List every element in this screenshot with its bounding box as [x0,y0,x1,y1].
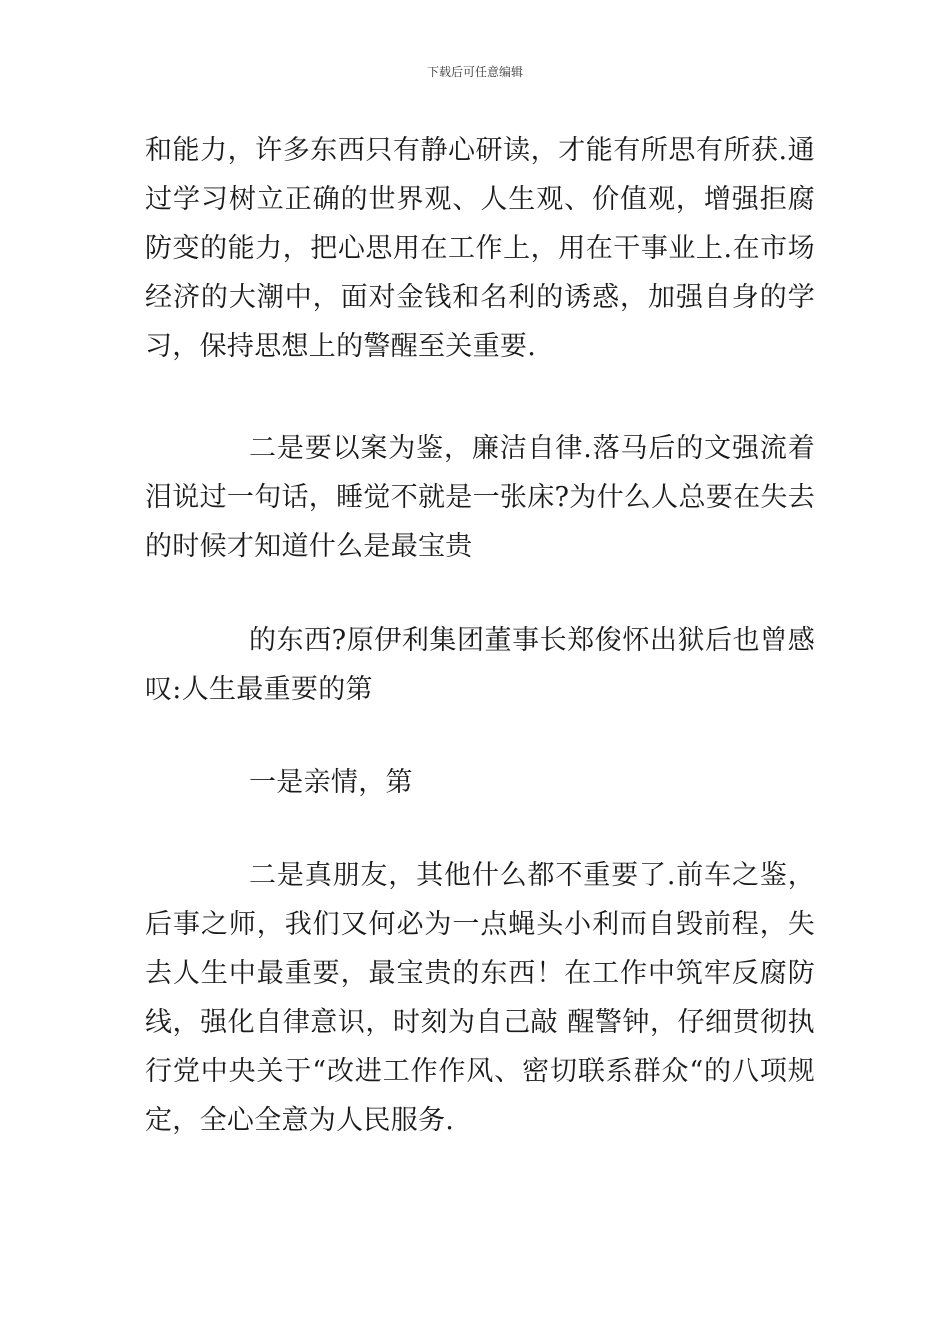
paragraph-4: 一是亲情，第 [249,767,413,798]
paragraph-2: 二是要以案为鉴，廉洁自律.落马后的文强流着泪说过一句话，睡觉不就是一张床?为什么人总要在失去的时候才知道什么是最宝贵 [145,433,815,562]
paragraph-5: 二是真朋友，其他什么都不重要了.前车之鉴，后事之师，我们又何必为一点蝇头小利而自毁前程，失去人生中最重要，最宝贵的东西！在工作中筑牢反腐防线，强化自律意识，时刻为自己敲 醒警钟，仔细贯彻执行党中央关于“改进工作作风、密切联系群众“的八项规定，全心全意为人民服务. [145,860,815,1136]
paragraph-3: 的东西?原伊利集团董事长郑俊怀出狱后也曾感叹:人生最重要的第 [145,625,815,705]
paragraph-1: 和能力，许多东西只有静心研读，才能有所思有所获.通过学习树立正确的世界观、人生观、价值观，增强拒腐防变的能力，把心思用在工作上，用在干事业上.在市场经济的大潮中，面对金钱和名利的诱惑，加强自身的学习，保持思想上的警醒至关重要. [145,135,815,362]
page-header: 下载后可任意编辑 [426,65,523,79]
document-body [145,126,815,1145]
